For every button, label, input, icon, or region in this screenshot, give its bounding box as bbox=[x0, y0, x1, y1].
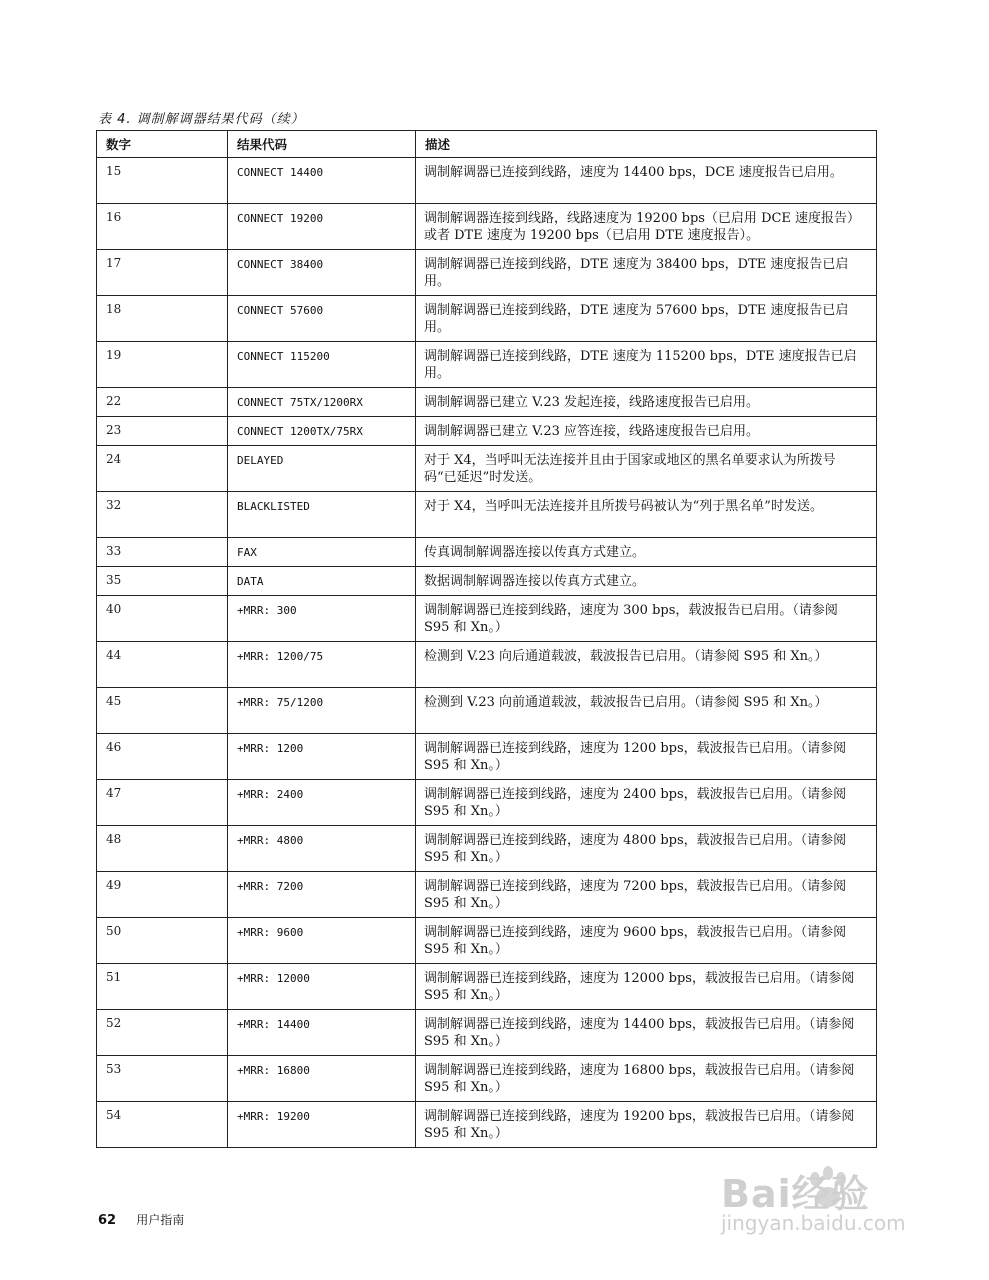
cell-number: 22 bbox=[97, 388, 228, 417]
table-row bbox=[97, 688, 877, 734]
cell-code: +MRR: 75/1200 bbox=[228, 688, 416, 734]
header-description: 描述 bbox=[416, 131, 877, 158]
table-row bbox=[97, 780, 877, 826]
cell-number: 52 bbox=[97, 1010, 228, 1056]
result-codes-table bbox=[96, 130, 877, 1148]
baidu-watermark bbox=[703, 1155, 933, 1245]
table-header-row bbox=[97, 131, 877, 158]
cell-code: +MRR: 12000 bbox=[228, 964, 416, 1010]
table-row bbox=[97, 446, 877, 492]
cell-number: 35 bbox=[97, 567, 228, 596]
cell-code: +MRR: 19200 bbox=[228, 1102, 416, 1148]
cell-description: 调制解调器已连接到线路，速度为 14400 bps，DCE 速度报告已启用。 bbox=[416, 158, 877, 204]
cell-description: 对于 X4，当呼叫无法连接并且所拨号码被认为“列于黑名单”时发送。 bbox=[416, 492, 877, 538]
cell-number: 32 bbox=[97, 492, 228, 538]
cell-number: 40 bbox=[97, 596, 228, 642]
document-title: 用户指南 bbox=[136, 1213, 185, 1227]
table-row bbox=[97, 158, 877, 204]
table-row bbox=[97, 388, 877, 417]
cell-description: 调制解调器已连接到线路，速度为 19200 bps，载波报告已启用。（请参阅 S95 和 Xn。） bbox=[416, 1102, 877, 1148]
table-row bbox=[97, 872, 877, 918]
cell-code: +MRR: 16800 bbox=[228, 1056, 416, 1102]
cell-description: 调制解调器已连接到线路，速度为 300 bps，载波报告已启用。（请参阅 S95 和 Xn。） bbox=[416, 596, 877, 642]
cell-description: 调制解调器已连接到线路，DTE 速度为 57600 bps，DTE 速度报告已启用。 bbox=[416, 296, 877, 342]
cell-description: 调制解调器已连接到线路，速度为 4800 bps，载波报告已启用。（请参阅 S95 和 Xn。） bbox=[416, 826, 877, 872]
cell-description: 调制解调器已连接到线路，DTE 速度为 115200 bps，DTE 速度报告已启用。 bbox=[416, 342, 877, 388]
cell-code: CONNECT 115200 bbox=[228, 342, 416, 388]
cell-number: 16 bbox=[97, 204, 228, 250]
cell-number: 23 bbox=[97, 417, 228, 446]
header-number: 数字 bbox=[97, 131, 228, 158]
cell-description: 调制解调器已建立 V.23 应答连接，线路速度报告已启用。 bbox=[416, 417, 877, 446]
cell-code: CONNECT 1200TX/75RX bbox=[228, 417, 416, 446]
cell-code: DELAYED bbox=[228, 446, 416, 492]
cell-description: 对于 X4，当呼叫无法连接并且由于国家或地区的黑名单要求认为所拨号码“已延迟”时发送。 bbox=[416, 446, 877, 492]
cell-code: BLACKLISTED bbox=[228, 492, 416, 538]
header-code: 结果代码 bbox=[228, 131, 416, 158]
cell-number: 15 bbox=[97, 158, 228, 204]
table-row bbox=[97, 204, 877, 250]
table-row bbox=[97, 250, 877, 296]
table-caption: 表 4. 调制解调器结果代码（续） bbox=[98, 112, 305, 127]
cell-description: 调制解调器已连接到线路，速度为 14400 bps，载波报告已启用。（请参阅 S95 和 Xn。） bbox=[416, 1010, 877, 1056]
cell-description: 调制解调器已连接到线路，速度为 12000 bps，载波报告已启用。（请参阅 S95 和 Xn。） bbox=[416, 964, 877, 1010]
cell-code: CONNECT 14400 bbox=[228, 158, 416, 204]
cell-description: 调制解调器连接到线路，线路速度为 19200 bps（已启用 DCE 速度报告）或者 DTE 速度为 19200 bps（已启用 DTE 速度报告）。 bbox=[416, 204, 877, 250]
cell-number: 45 bbox=[97, 688, 228, 734]
table-row bbox=[97, 642, 877, 688]
cell-code: +MRR: 1200/75 bbox=[228, 642, 416, 688]
cell-code: +MRR: 1200 bbox=[228, 734, 416, 780]
table-row bbox=[97, 567, 877, 596]
cell-code: CONNECT 57600 bbox=[228, 296, 416, 342]
cell-code: +MRR: 4800 bbox=[228, 826, 416, 872]
cell-code: +MRR: 2400 bbox=[228, 780, 416, 826]
table-row bbox=[97, 492, 877, 538]
table-row bbox=[97, 826, 877, 872]
table-row bbox=[97, 734, 877, 780]
cell-number: 33 bbox=[97, 538, 228, 567]
cell-description: 调制解调器已连接到线路，速度为 1200 bps，载波报告已启用。（请参阅 S95 和 Xn。） bbox=[416, 734, 877, 780]
cell-description: 调制解调器已连接到线路，DTE 速度为 38400 bps，DTE 速度报告已启用。 bbox=[416, 250, 877, 296]
cell-number: 18 bbox=[97, 296, 228, 342]
table-row bbox=[97, 596, 877, 642]
cell-description: 调制解调器已连接到线路，速度为 7200 bps，载波报告已启用。（请参阅 S95 和 Xn。） bbox=[416, 872, 877, 918]
cell-code: FAX bbox=[228, 538, 416, 567]
cell-description: 传真调制解调器连接以传真方式建立。 bbox=[416, 538, 877, 567]
cell-description: 调制解调器已建立 V.23 发起连接，线路速度报告已启用。 bbox=[416, 388, 877, 417]
cell-code: +MRR: 300 bbox=[228, 596, 416, 642]
cell-description: 检测到 V.23 向前通道载波，载波报告已启用。（请参阅 S95 和 Xn。） bbox=[416, 688, 877, 734]
cell-number: 19 bbox=[97, 342, 228, 388]
cell-number: 54 bbox=[97, 1102, 228, 1148]
cell-number: 51 bbox=[97, 964, 228, 1010]
cell-number: 49 bbox=[97, 872, 228, 918]
table-row bbox=[97, 296, 877, 342]
cell-number: 50 bbox=[97, 918, 228, 964]
table-row bbox=[97, 342, 877, 388]
cell-code: +MRR: 14400 bbox=[228, 1010, 416, 1056]
table-row bbox=[97, 918, 877, 964]
cell-description: 检测到 V.23 向后通道载波，载波报告已启用。（请参阅 S95 和 Xn。） bbox=[416, 642, 877, 688]
cell-description: 调制解调器已连接到线路，速度为 2400 bps，载波报告已启用。（请参阅 S95 和 Xn。） bbox=[416, 780, 877, 826]
table-row bbox=[97, 1010, 877, 1056]
cell-code: DATA bbox=[228, 567, 416, 596]
cell-code: +MRR: 7200 bbox=[228, 872, 416, 918]
table-row bbox=[97, 417, 877, 446]
watermark-url: jingyan.baidu.com bbox=[721, 1211, 906, 1235]
watermark-logo-text: Bai经验 bbox=[721, 1172, 870, 1216]
page-footer bbox=[98, 1211, 184, 1228]
cell-number: 44 bbox=[97, 642, 228, 688]
table-row bbox=[97, 964, 877, 1010]
cell-description: 调制解调器已连接到线路，速度为 9600 bps，载波报告已启用。（请参阅 S95 和 Xn。） bbox=[416, 918, 877, 964]
cell-number: 53 bbox=[97, 1056, 228, 1102]
cell-number: 24 bbox=[97, 446, 228, 492]
cell-code: CONNECT 19200 bbox=[228, 204, 416, 250]
cell-description: 调制解调器已连接到线路，速度为 16800 bps，载波报告已启用。（请参阅 S95 和 Xn。） bbox=[416, 1056, 877, 1102]
table-row bbox=[97, 538, 877, 567]
page-number: 62 bbox=[98, 1213, 117, 1228]
cell-number: 17 bbox=[97, 250, 228, 296]
cell-code: +MRR: 9600 bbox=[228, 918, 416, 964]
cell-code: CONNECT 75TX/1200RX bbox=[228, 388, 416, 417]
table-row bbox=[97, 1102, 877, 1148]
table-row bbox=[97, 1056, 877, 1102]
cell-number: 47 bbox=[97, 780, 228, 826]
cell-code: CONNECT 38400 bbox=[228, 250, 416, 296]
cell-number: 46 bbox=[97, 734, 228, 780]
cell-description: 数据调制解调器连接以传真方式建立。 bbox=[416, 567, 877, 596]
cell-number: 48 bbox=[97, 826, 228, 872]
